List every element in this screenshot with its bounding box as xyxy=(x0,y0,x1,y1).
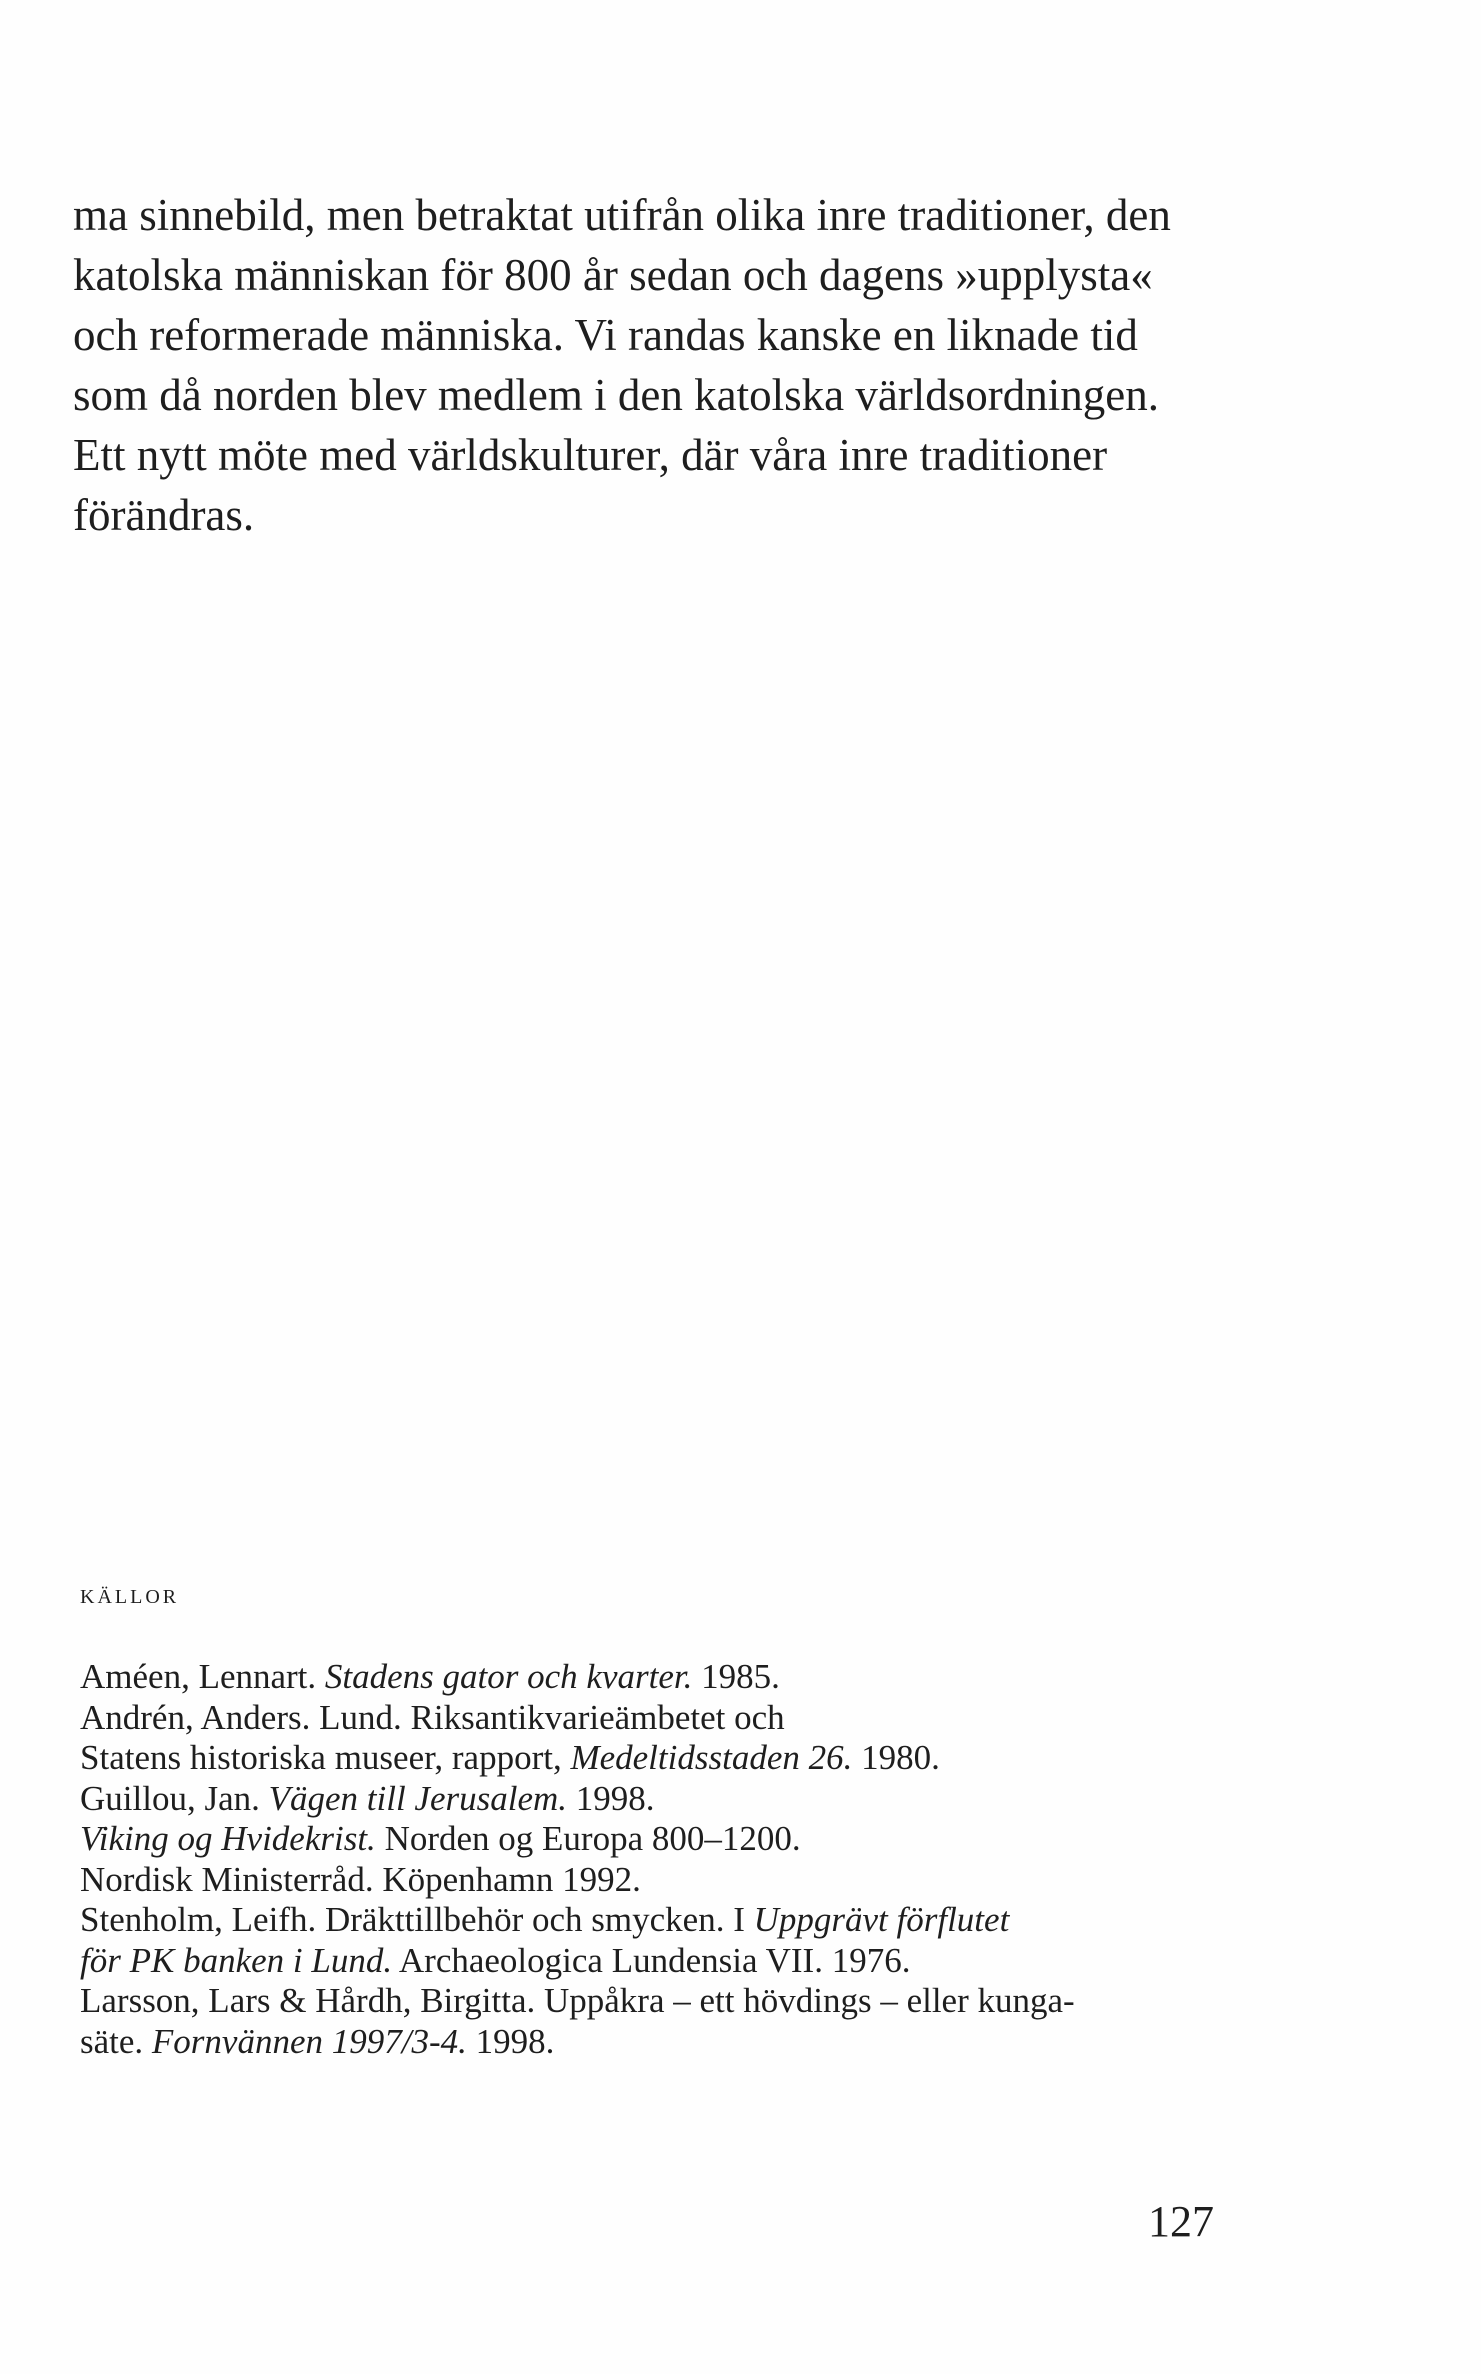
sources-list xyxy=(80,1657,1230,2062)
body-line: Ett nytt möte med världskulturer, där våra inre traditioner xyxy=(73,430,1108,480)
source-entry: Andrén, Anders. Lund. Riksantikvarieämbetet och xyxy=(80,1697,785,1737)
body-line: katolska människan för 800 år sedan och dagens »upplysta« xyxy=(73,250,1153,300)
source-entry: Améen, Lennart. Stadens gator och kvarter. 1985. xyxy=(80,1657,780,1696)
source-entry: Statens historiska museer, rapport, Medeltidsstaden 26. 1980. xyxy=(80,1738,940,1777)
body-line: och reformerade människa. Vi randas kanske en liknade tid xyxy=(73,310,1138,360)
source-entry: Stenholm, Leifh. Dräkttillbehör och smycken. I Uppgrävt förflutet xyxy=(80,1900,1010,1939)
source-entry: säte. Fornvännen 1997/3-4. 1998. xyxy=(80,2021,555,2061)
source-entry: Guillou, Jan. Vägen till Jerusalem. 1998. xyxy=(80,1778,655,1818)
body-paragraph xyxy=(73,185,1223,545)
body-line: förändras. xyxy=(73,490,255,540)
body-line: ma sinnebild, men betraktat utifrån olika inre traditioner, den xyxy=(73,190,1171,240)
source-entry: Nordisk Ministerråd. Köpenhamn 1992. xyxy=(80,1859,641,1899)
source-entry: för PK banken i Lund. Archaeologica Lundensia VII. 1976. xyxy=(80,1940,911,1980)
body-line: som då norden blev medlem i den katolska världsordningen. xyxy=(73,370,1159,420)
source-entry: Viking og Hvidekrist. Norden og Europa 800–1200. xyxy=(80,1819,801,1858)
sources-heading: KÄLLOR xyxy=(80,1586,180,1608)
source-entry: Larsson, Lars & Hårdh, Birgitta. Uppåkra – ett hövdings – eller kunga- xyxy=(80,1981,1075,2020)
page-number: 127 xyxy=(1148,2197,1214,2246)
